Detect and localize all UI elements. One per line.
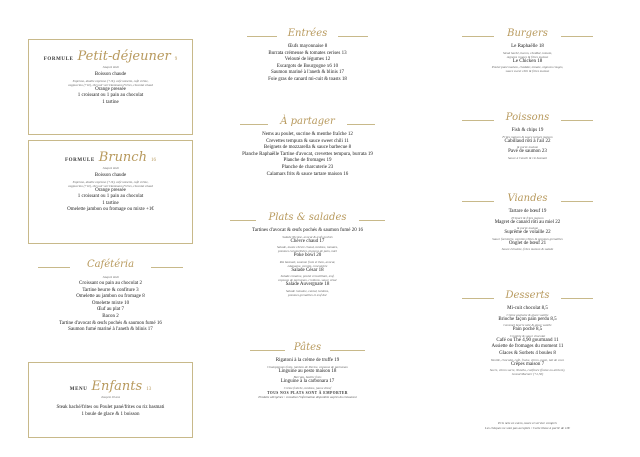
menu-header	[32, 377, 189, 395]
section-burgers	[440, 26, 615, 73]
section-entrees	[225, 26, 390, 84]
item-description: Sauce forestière, carottes rôties & pommes grenailles	[492, 236, 563, 241]
menu-item: Tartines d'avocat & œufs pochés & saumon fumé 20 16	[252, 228, 363, 233]
menu-item: Planche de charcuterie 23	[281, 164, 334, 170]
item-description: Crumble & sauce chocolat	[509, 333, 546, 338]
menu-item: Mi-cuit chocolat 8,5	[507, 306, 548, 311]
formule-price: 9	[174, 57, 178, 62]
section-title: Desserts	[505, 290, 550, 301]
item-description: Riz basmati, saumon frais et thon, avocat,	[279, 259, 336, 264]
formule-lines	[32, 173, 189, 214]
menu-item: Crêpes maison 7	[510, 361, 545, 367]
menu-item: 1 boule de glace & 1 boisson	[81, 411, 140, 417]
footer-takeaway: TOUS NOS PLATS SONT À EMPORTER	[267, 391, 348, 395]
menu-price: 13	[146, 387, 152, 392]
formule-title: Petit-déjeuner	[77, 49, 171, 64]
menu-item: Planche Raphaëlle Tartine d'avocat, crevettes tempura, burrata 19	[242, 151, 373, 157]
section-title: Cafétéria	[86, 259, 135, 270]
menu-item: Œuf au plat 7	[96, 307, 125, 313]
menu-item: Boisson chaude	[94, 173, 127, 178]
menu-item: Pavé de saumon 23	[508, 149, 547, 155]
section-lines	[225, 132, 390, 178]
menu-item: Magret de canard rôti au miel 22	[494, 219, 561, 225]
menu-item: Calamars frits & sauce tartare maison 16	[266, 171, 349, 177]
menu-item: Omelette jambon ou fromage ou mixte +1€	[67, 207, 154, 213]
menu-item: Onglet de bœuf 21	[508, 240, 547, 246]
menu-item: Foie gras de canard mi-cuit & toasts 18	[268, 76, 347, 82]
menu-item: Saumon fumé mariné à l'aneth & blinis 17	[68, 327, 153, 333]
item-description: Steak haché, bacon, cheddar, tomate,	[502, 50, 553, 55]
footer-right	[440, 421, 615, 430]
menu-item: Café ou Thé 4,90 gourmand 11	[496, 337, 559, 343]
section-header	[225, 116, 390, 132]
item-description: pommes grenailles et œuf dur	[288, 292, 327, 297]
formule-lines	[32, 72, 189, 106]
menu-item: 1 tartine	[102, 200, 119, 206]
item-description: & purée maison	[516, 226, 539, 231]
item-description: Salade romaine, poulet croustillant, œuf,	[280, 274, 335, 279]
section-desserts	[440, 288, 615, 376]
menu-item: Rigatoni à la crème de truffe 19	[275, 358, 340, 363]
menu-item: Glaces & Sorbets 4 boules 8	[499, 350, 556, 356]
formule-petit-dejeuner-box	[28, 39, 193, 135]
menu-item: Beignets de mozzarella & sauce barbecue 8	[263, 145, 352, 151]
item-description: Sauce échalote, frites maison & salade	[501, 247, 554, 252]
item-description: & purée maison	[516, 145, 539, 150]
section-a-partager	[225, 114, 390, 178]
menu-item: 1 croissant ou 1 pain au chocolat	[77, 194, 144, 200]
item-description: Salade, toasts chèvre chaud, lardons, tomates,	[276, 245, 338, 250]
menu-item: 1 tartine	[102, 99, 119, 105]
menu-item: Burrata crémeuse & tomates cerises 13	[268, 50, 347, 56]
formule-word: FORMULE	[65, 158, 95, 163]
item-description: copeaux de parmesan, croûtons, sauce césar	[278, 278, 337, 283]
menu-item: Omelette au jambon ou fromage 8	[76, 294, 145, 300]
section-poissons	[440, 110, 615, 160]
menu-item: Linguine au pesto maison 18	[278, 368, 337, 374]
item-description: Frites maison & sauce tartare maison	[502, 134, 553, 139]
menu-title: Enfants	[91, 379, 143, 394]
section-lines	[225, 358, 390, 390]
item-description: oignons rouges & frites maison	[506, 54, 549, 59]
menu-item: Steak haché/frites ou Poulet pané/frites ou riz basmati	[56, 405, 165, 410]
section-title: Plats & salades	[268, 212, 347, 223]
menu-item: Le Raphaëlle 18	[511, 44, 544, 49]
menu-item: Poke bowl 20	[293, 253, 322, 259]
section-header	[225, 342, 390, 358]
section-lines	[225, 228, 390, 297]
section-title: Poissons	[505, 112, 550, 123]
section-title: Burgers	[507, 28, 548, 39]
item-description: Caramel beurre salé & glace vanille	[503, 323, 552, 328]
section-viandes	[440, 191, 615, 251]
item-description: Salade Niçoise, avocat & œufs pochés	[282, 234, 333, 239]
item-description: Grand Marnier (+2,50)	[511, 372, 544, 377]
menu-item: Planche de fromages 19	[283, 158, 332, 164]
section-subtitle: Jusqu'à midi	[102, 275, 119, 279]
item-description: cappuccino (+1€), thé noir vert Dammann Frères, chocolat chaud	[68, 82, 153, 87]
menu-item: Salade Auvergnate 18	[285, 282, 330, 288]
section-pates	[225, 340, 390, 390]
section-header	[440, 290, 615, 306]
menu-item: Omelette mixte 10	[91, 300, 130, 306]
item-description: Crème fraîche, lardons, jaune d'œuf	[283, 385, 332, 390]
item-description: Champignons frais, jambon de Parme, copeaux de parmesan	[267, 364, 348, 369]
footer-prices: Prix nets en euros, taxes et service compris	[498, 421, 557, 425]
menu-item: Chèvre chaud 17	[290, 238, 325, 244]
section-cafeteria	[28, 257, 193, 334]
formule-subtitle: Jusqu'à midi	[102, 65, 119, 69]
menu-item: Le Chicken 18	[512, 58, 543, 64]
menu-item: Linguine à la carbonara 17	[280, 379, 335, 385]
menu-item: Salade César 18	[291, 267, 324, 273]
item-description: Vanille, chocolat, café, fraise, citron, passi, lait de coco	[490, 357, 565, 362]
menu-item: Crevettes tempura & sauce sweet chili 11	[266, 138, 349, 144]
item-description: Poulet pané maison, cheddar, tomate, oignons rouges,	[491, 65, 564, 70]
item-description: Expresso, double expresso (+1€), café noisette, café crème,	[72, 179, 149, 184]
item-description: sauce sweet chili & frites maison	[505, 69, 550, 74]
section-lines	[225, 44, 390, 84]
formule-subtitle: Jusqu'à midi	[102, 166, 119, 170]
section-header	[28, 259, 193, 275]
menu-item: Pain poché 8,5	[512, 327, 543, 333]
menu-item: Bacon 2	[102, 313, 119, 319]
menu-item: Boisson chaude	[94, 72, 127, 77]
formule-header	[32, 148, 189, 166]
menu-item: Escargots de Bourgogne x6 10	[276, 63, 339, 69]
section-lines	[440, 44, 615, 73]
section-title: Viandes	[507, 193, 548, 204]
item-description: Crème anglaise & glace vanille	[506, 312, 549, 317]
item-description: Burrata, basilic frais	[293, 375, 322, 380]
formule-price: 16	[150, 158, 156, 163]
section-header	[225, 212, 390, 228]
formule-brunch-box	[28, 140, 193, 244]
item-description: cappuccino (+1€), thé noir vert Dammann Frères, chocolat chaud	[68, 183, 153, 188]
formule-word: FORMULE	[43, 57, 74, 62]
menu-item: Cabillaud rôti à l'ail 22	[504, 138, 551, 144]
menu-item: Orange pressée	[95, 187, 126, 193]
menu-item: Saumon mariné à l'aneth & blinis 17	[270, 70, 345, 76]
item-description: Préparé & frites maison	[511, 215, 544, 220]
menu-item: Assiette de fromages du moment 11	[491, 344, 564, 350]
section-lines	[440, 306, 615, 376]
menu-item: Brioche façon pain perdu 8,5	[498, 316, 557, 322]
menu-lines	[32, 405, 189, 418]
section-header	[440, 193, 615, 209]
menu-item: Croissant ou pain au chocolat 2	[79, 281, 142, 286]
item-description: Salade romaine, cantal, lardons,	[286, 288, 329, 293]
menu-item: Suprême de volaille 22	[504, 230, 551, 236]
menu-item: Fish & chips 19	[511, 128, 544, 133]
menu-word: MENU	[69, 387, 88, 392]
section-title: Pâtes	[293, 342, 322, 353]
item-description: pommes caramélisées, pignons de pain, miel	[278, 249, 337, 254]
item-description: Sauce à l'aneth & riz basmati	[507, 155, 548, 160]
section-lines	[440, 209, 615, 251]
footer-payment: Les chèques ne sont pas acceptés / Carte bleue à partir de 10€	[485, 425, 570, 430]
menu-item: Œufs mayonnaise 8	[287, 44, 328, 49]
section-header	[225, 28, 390, 44]
menu-item: Orange pressée	[95, 86, 126, 92]
section-title: À partager	[280, 116, 335, 127]
menu-item: Tartine beurre & confiture 3	[82, 287, 139, 293]
section-lines	[28, 281, 193, 334]
menu-subtitle: Jusqu'à 10 ans	[101, 395, 120, 399]
menu-enfants-box	[28, 362, 193, 438]
formule-header	[32, 47, 189, 65]
footer-middle	[225, 391, 390, 399]
section-plats-salades	[225, 210, 390, 297]
section-title: Entrées	[287, 28, 328, 39]
menu-item: Tartine d'avocat & œufs pochés & saumon fumé 16	[59, 320, 162, 326]
item-description: Sucre, citron sucre, Nutella, confiture (fraise ou abricot),	[489, 368, 566, 373]
footer-allergens: Produits allergènes : consultez l'information disponible auprès du restaurant	[258, 395, 357, 399]
menu-item: Nems au poulet, sucrine & menthe fraîche 12	[262, 132, 353, 137]
item-description: Expresso, double expresso (+1€), café noisette, café crème,	[72, 78, 149, 83]
section-header	[440, 28, 615, 44]
menu-item: 1 croissant ou 1 pain au chocolat	[77, 93, 144, 99]
section-header	[440, 112, 615, 128]
menu-item: Velouté de légumes 12	[284, 57, 331, 63]
section-lines	[440, 128, 615, 160]
menu-item: Tartare de bœuf 19	[508, 209, 547, 214]
item-description: edamame, carotte, concombre	[287, 263, 328, 268]
formule-title: Brunch	[98, 150, 147, 165]
